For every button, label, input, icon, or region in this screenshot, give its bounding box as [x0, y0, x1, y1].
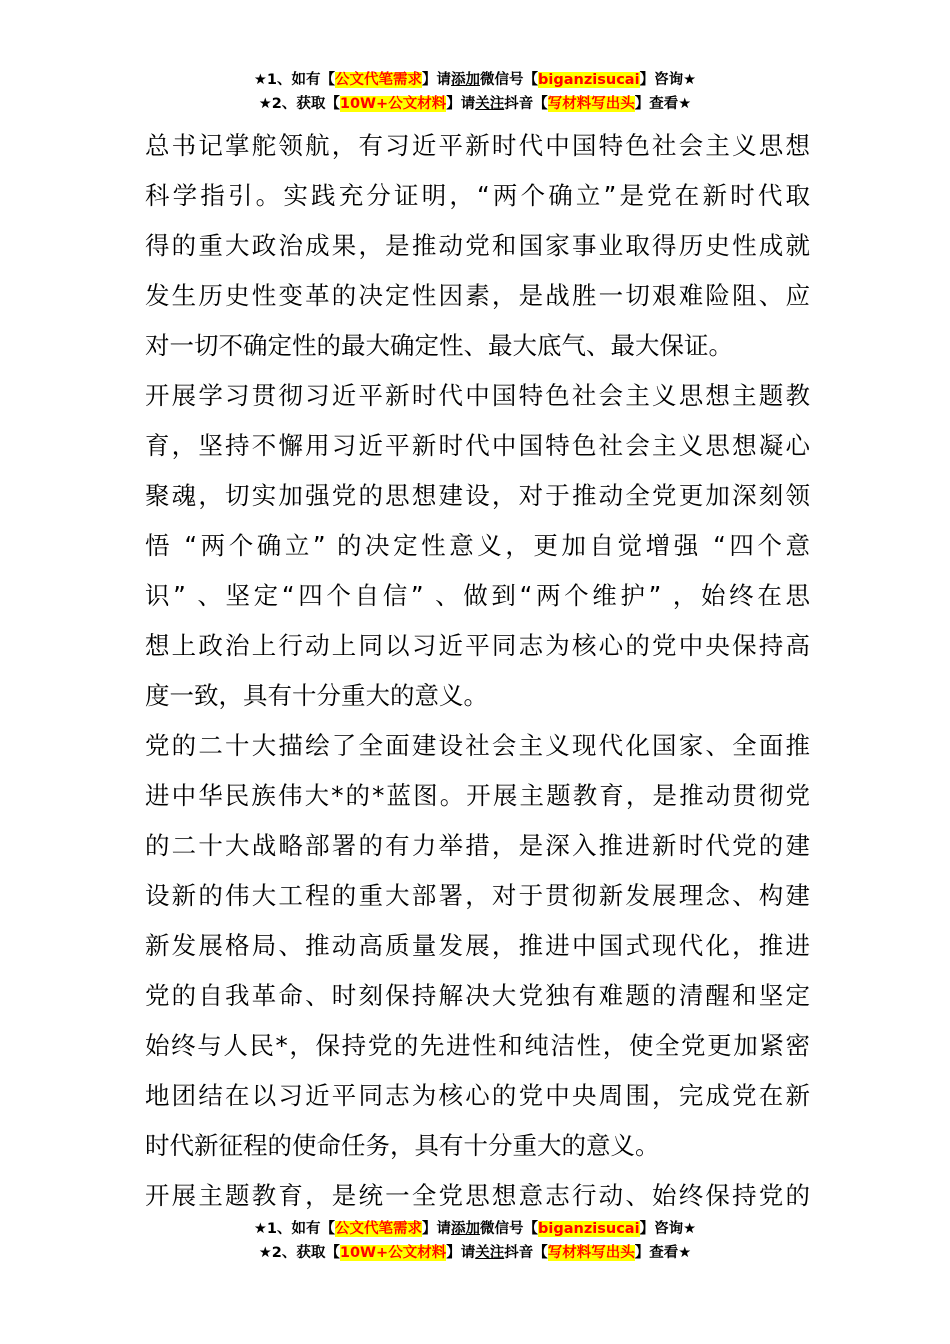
text-line: 识” 、坚定“四个自信” 、做到“两个维护” ，始终在思	[145, 581, 810, 610]
header-line-1: ★1、如有【公文代笔需求】请添加微信号【biganzisucai】咨询★	[253, 72, 697, 88]
text-line: 时代新征程的使命任务，具有十分重大的意义。	[145, 1131, 660, 1160]
header-line-2: ★2、获取【10W+公文材料】请关注抖音【写材料写出头】查看★	[258, 96, 692, 112]
footer-banner	[0, 1217, 950, 1265]
douyin-account: 写材料写出头	[547, 96, 635, 112]
text-line: 新发展格局、推动高质量发展，推进中国式现代化，推进	[145, 931, 810, 960]
text-line: 聚魂，切实加强党的思想建设，对于推动全党更加深刻领	[145, 481, 810, 510]
text-line: 度一致，具有十分重大的意义。	[145, 681, 488, 710]
wechat-id: biganzisucai	[538, 1221, 640, 1237]
header-banner	[0, 68, 950, 116]
text-line: 党的二十大描绘了全面建设社会主义现代化国家、全面推	[145, 731, 810, 760]
text-line: 进中华民族伟大*的*蓝图。开展主题教育，是推动贯彻党	[145, 781, 810, 810]
douyin-account: 写材料写出头	[547, 1245, 635, 1261]
text-line: 开展主题教育，是统一全党思想意志行动、始终保持党的	[145, 1181, 810, 1210]
document-body	[145, 121, 810, 1221]
text-line: 对一切不确定性的最大确定性、最大底气、最大保证。	[145, 331, 733, 360]
footer-line-1: ★1、如有【公文代笔需求】请添加微信号【biganzisucai】咨询★	[253, 1221, 697, 1237]
text-line: 想上政治上行动上同以习近平同志为核心的党中央保持高	[145, 631, 810, 660]
text-line: 科学指引。实践充分证明，“两个确立”是党在新时代取	[145, 181, 810, 210]
text-line: 地团结在以习近平同志为核心的党中央周围，完成党在新	[145, 1081, 810, 1110]
footer-line-2: ★2、获取【10W+公文材料】请关注抖音【写材料写出头】查看★	[258, 1245, 692, 1261]
highlight-tag: 公文代笔需求	[335, 1221, 423, 1237]
text-line: 的二十大战略部署的有力举措，是深入推进新时代党的建	[145, 831, 810, 860]
highlight-tag: 公文代笔需求	[335, 72, 423, 88]
text-line: 党的自我革命、时刻保持解决大党独有难题的清醒和坚定	[145, 981, 810, 1010]
text-line: 始终与人民*，保持党的先进性和纯洁性，使全党更加紧密	[145, 1031, 810, 1060]
text-line: 悟 “两个确立” 的决定性意义，更加自觉增强 “四个意	[145, 531, 810, 560]
text-line: 育，坚持不懈用习近平新时代中国特色社会主义思想凝心	[145, 431, 810, 460]
highlight-tag: 10W+公文材料	[339, 96, 447, 112]
text-line: 设新的伟大工程的重大部署，对于贯彻新发展理念、构建	[145, 881, 810, 910]
text-line: 发生历史性变革的决定性因素，是战胜一切艰难险阻、应	[145, 281, 810, 310]
text-line: 开展学习贯彻习近平新时代中国特色社会主义思想主题教	[145, 381, 810, 410]
wechat-id: biganzisucai	[538, 72, 640, 88]
text-line: 总书记掌舵领航，有习近平新时代中国特色社会主义思想	[145, 131, 810, 160]
highlight-tag: 10W+公文材料	[339, 1245, 447, 1261]
text-line: 得的重大政治成果，是推动党和国家事业取得历史性成就	[145, 231, 810, 260]
